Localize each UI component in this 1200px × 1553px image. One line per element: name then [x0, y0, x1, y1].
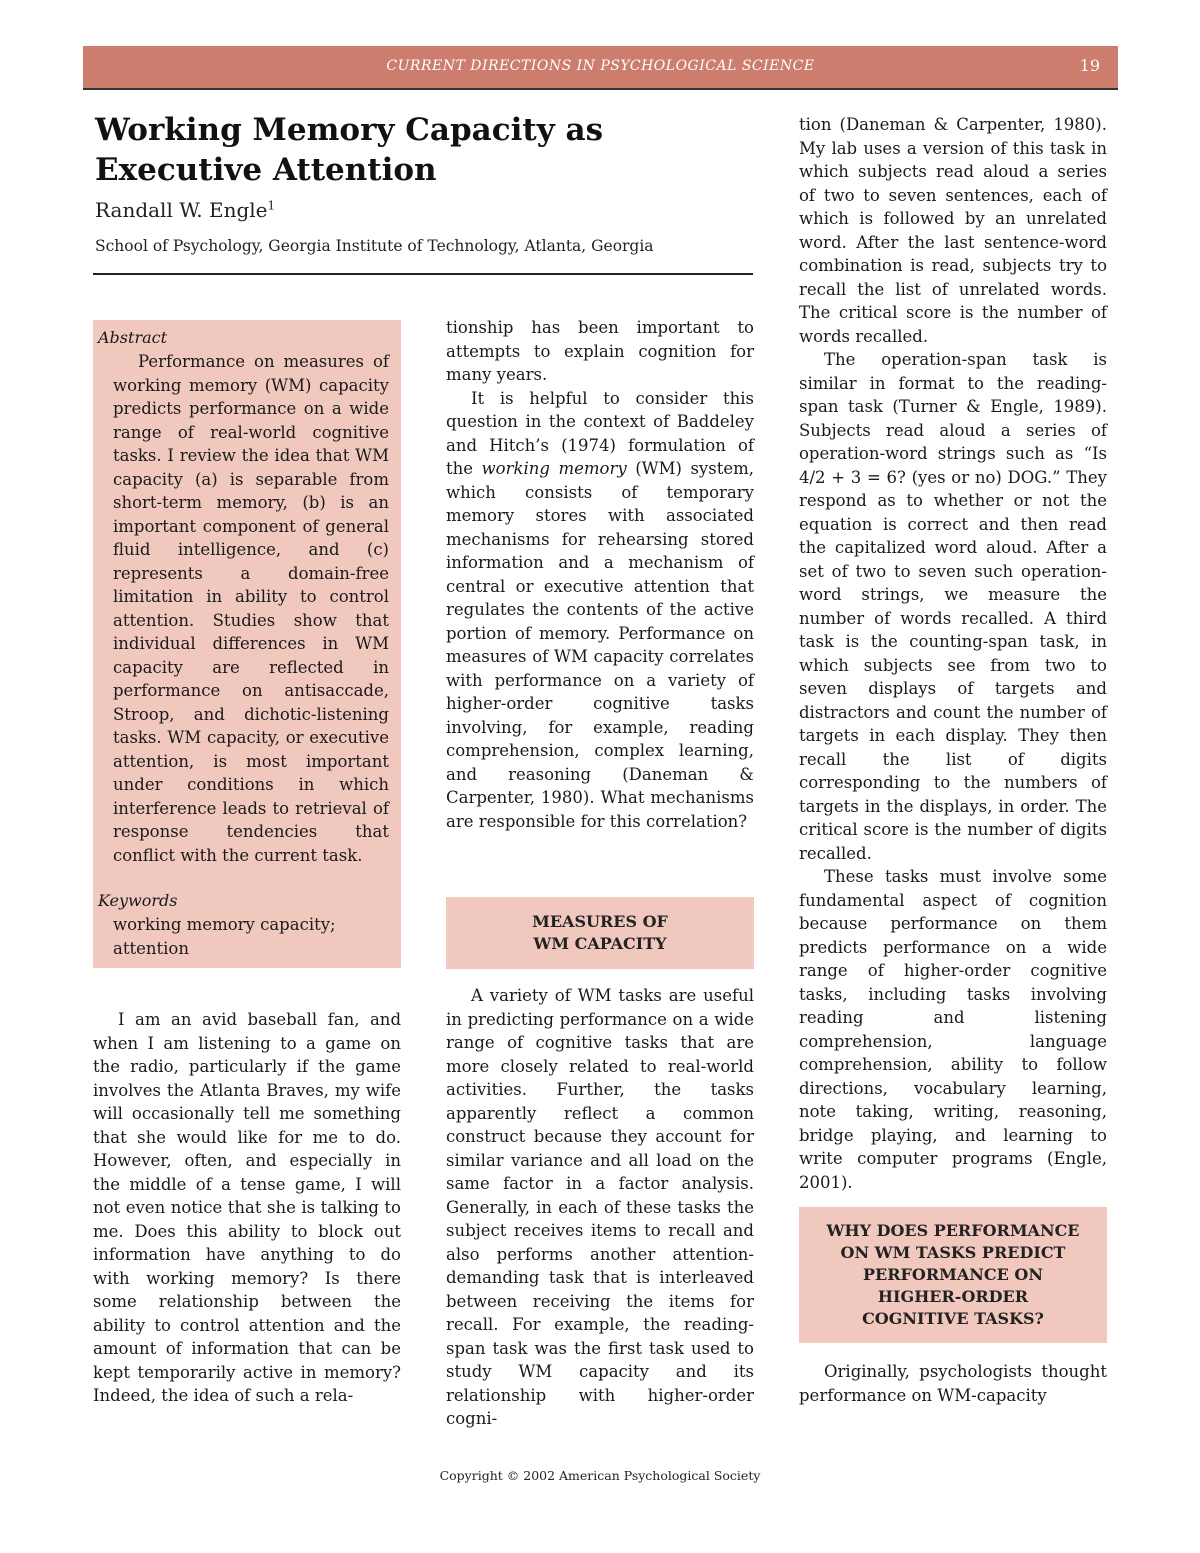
column-2-paragraph-3: A variety of WM tasks are useful in predicting performance on a wide range of cognitive tasks that are more closely related to real-world activities. Further, the tasks apparently reflect a common construct because they account for similar variance and all load on the same factor in a factor analysis. Generally, in each of these tasks the subject receives items to recall and also performs another attention-demanding task that is interleaved between receiving the items for recall. For example, the reading-span task was the first task used to study WM capacity and its relationship with higher-order cogni- — [446, 986, 754, 1428]
keywords-text: working memory capacity; attention — [113, 915, 336, 958]
p2-text-b: (WM) system, which consists of temporary memory stores with associated mechanisms for rehearsing stored information and a mechanism of central or executive attention that regulates the contents of the active portion of memory. Performance on measures of WM capacity correlates with performance on a variety of higher-order cognitive tasks involving, for example, reading comprehension, complex learning, and reasoning (Daneman & Carpenter, 1980). What mechanisms are responsible for this correlation? — [446, 459, 754, 831]
section-heading-why-line: HIGHER-ORDER — [877, 1287, 1029, 1306]
section-heading-measures-line1: MEASURES OF — [532, 912, 668, 931]
p2-text-a: It is helpful to consider this question in the context of Baddeley and Hitch’s (1974) formulation of the — [446, 388, 754, 478]
column-3-paragraph-2: The operation-span task is similar in format to the reading-span task (Turner & Engle, 1989). Subjects read aloud a series of operation-word strings such as “Is 4/2 + 3 = 6? (yes or no) DOG.” They respond as to whether or not the equation is correct and then read the capitalized word aloud. After a set of two to seven such operation-word strings, we measure the number of words recalled. A third task is the counting-span task, in which subjects see from two to seven displays of targets and distractors and count the number of targets in each display. They then recall the list of digits corresponding to the numbers of targets in the displays, in order. The critical score is the number of digits recalled. — [799, 350, 1107, 863]
section-heading-measures — [446, 897, 754, 969]
section-heading-why-line: WHY DOES PERFORMANCE — [826, 1221, 1080, 1240]
column-3-paragraph-4: Originally, psychologists thought performance on WM-capacity — [799, 1362, 1107, 1405]
author-name — [95, 198, 275, 222]
page-number: 19 — [1079, 56, 1100, 75]
section-heading-why-line: ON WM TASKS PREDICT — [840, 1243, 1066, 1262]
column-2-paragraph-2 — [446, 387, 754, 834]
column-3-top — [799, 113, 1107, 1194]
working-memory-term: working memory — [481, 459, 627, 478]
intro-paragraph: I am an avid baseball fan, and when I am listening to a game on the radio, particularly if the game involves the Atlanta Braves, my wife will occasionally tell me something that she would like for me to do. However, often, and especially in the middle of a tense game, I will not even notice that she is talking to me. Does this ability to block out information have anything to do with working memory? Is there some relationship between the ability to control attention and the amount of information that can be kept temporarily active in memory? Indeed, the idea of such a rela- — [93, 1010, 401, 1405]
section-heading-why — [799, 1207, 1107, 1343]
journal-header-band — [83, 46, 1118, 90]
title-line-2: Executive Attention — [95, 152, 437, 188]
column-2-bottom — [446, 984, 754, 1431]
journal-title: CURRENT DIRECTIONS IN PSYCHOLOGICAL SCIENCE — [386, 58, 815, 74]
abstract-label: Abstract — [98, 328, 168, 347]
author-footnote-marker: 1 — [267, 198, 276, 213]
section-heading-why-line: COGNITIVE TASKS? — [862, 1309, 1044, 1328]
title-line-1: Working Memory Capacity as — [95, 112, 604, 148]
abstract-box — [93, 320, 401, 968]
article-title — [95, 110, 735, 190]
section-heading-why-line: PERFORMANCE ON — [863, 1265, 1043, 1284]
abstract-text: Performance on measures of working memory (WM) capacity predicts performance on a wide range of real-world cognitive tasks. I review the idea that WM capacity (a) is separable from short-term memory, (b) is an important component of general fluid intelligence, and (c) represents a domain-free limitation in ability to control attention. Studies show that individual differences in WM capacity are reflected in performance on antisaccade, Stroop, and dichotic-listening tasks. WM capacity, or executive attention, is most important under conditions in which interference leads to retrieval of response tendencies that conflict with the current task. — [113, 352, 389, 865]
keywords-label: Keywords — [98, 891, 178, 910]
column-3-paragraph-1: tion (Daneman & Carpenter, 1980). My lab uses a version of this task in which subjects read aloud a series of two to seven sentences, each of which is followed by an unrelated word. After the last sentence-word combination is read, subjects try to recall the list of unrelated words. The critical score is the number of words recalled. — [799, 115, 1107, 346]
column-3-bottom — [799, 1360, 1107, 1407]
column-3-paragraph-3: These tasks must involve some fundamental aspect of cognition because performance on them predicts performance on a wide range of higher-order cognitive tasks, including tasks involving reading and listening comprehension, language comprehension, ability to follow directions, vocabulary learning, note taking, writing, reasoning, bridge playing, and learning to write computer programs (Engle, 2001). — [799, 867, 1107, 1192]
author-affiliation: School of Psychology, Georgia Institute of Technology, Atlanta, Georgia — [95, 237, 654, 255]
author-text: Randall W. Engle — [95, 198, 268, 222]
column-1-body — [93, 1008, 401, 1408]
copyright-footer: Copyright © 2002 American Psychological Society — [439, 1468, 761, 1483]
section-heading-measures-line2: WM CAPACITY — [533, 934, 667, 953]
title-divider — [93, 273, 753, 275]
column-2-top — [446, 316, 754, 833]
column-2-paragraph-1: tionship has been important to attempts to explain cognition for many years. — [446, 318, 754, 384]
